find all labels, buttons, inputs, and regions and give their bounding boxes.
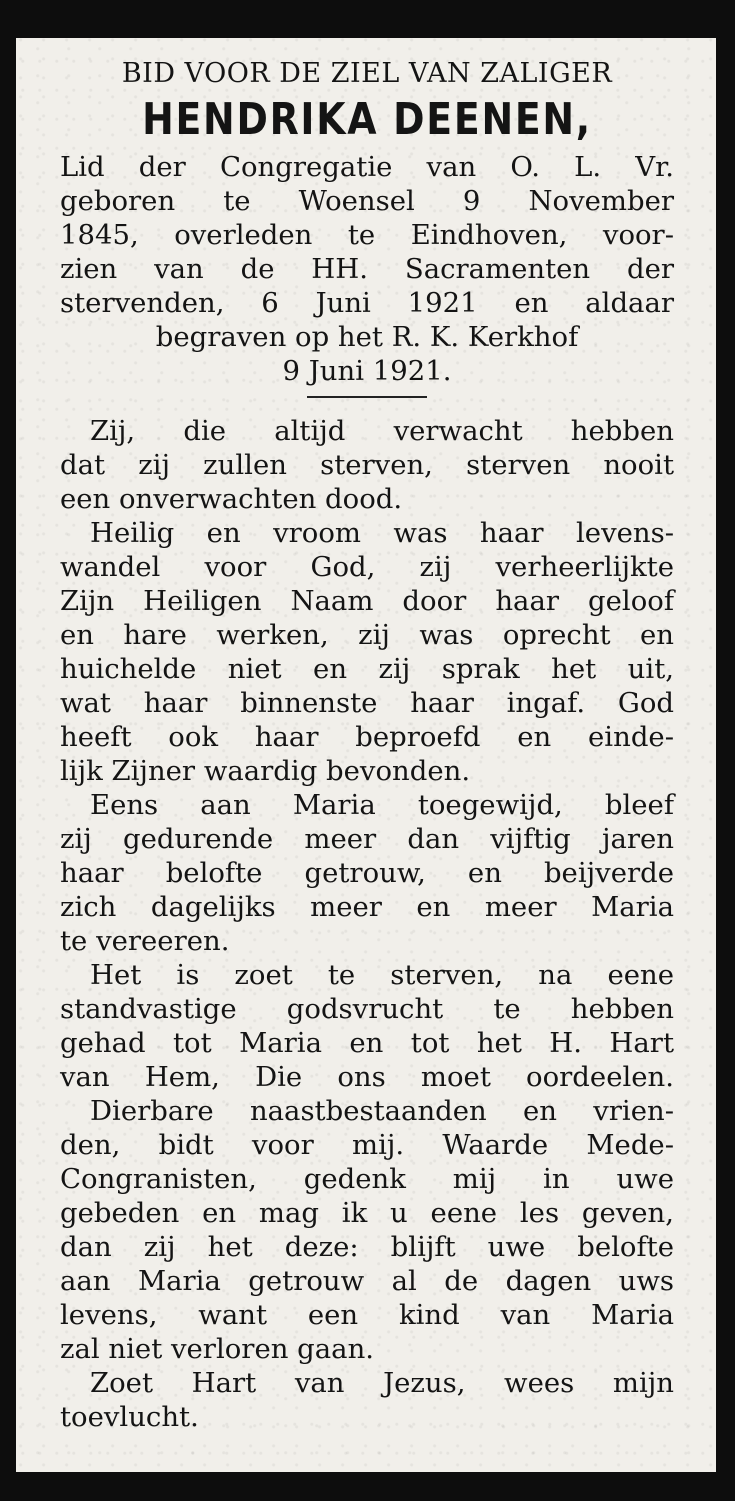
intro-line: begraven op het R. K. Kerkhof [155, 321, 579, 353]
prayer-card [16, 38, 716, 1472]
body-line: Congranisten, gedenk mij in uwe [60, 1163, 674, 1195]
body-line: den, bidt voor mij. Waarde Mede- [60, 1129, 674, 1161]
body-line: Het is zoet te sterven, na eene [90, 959, 674, 991]
body-line: Zij, die altijd verwacht hebben [90, 415, 674, 447]
body-line: te vereeren. [60, 925, 230, 957]
intro-line: 9 Juni 1921. [282, 355, 452, 387]
biography-block [60, 150, 674, 388]
body-line: zich dagelijks meer en meer Maria [60, 891, 674, 923]
intro-line: zien van de HH. Sacramenten der [60, 253, 674, 285]
intro-line: Lid der Congregatie van O. L. Vr. [60, 151, 674, 183]
body-line: wandel voor God, zij verheerlijkte [60, 551, 674, 583]
body-line: van Hem, Die ons moet oordeelen. [60, 1061, 674, 1093]
body-line: heeft ook haar beproefd en einde- [60, 721, 674, 753]
body-line: Zoet Hart van Jezus, wees mijn [90, 1367, 674, 1399]
body-line: zal niet verloren gaan. [60, 1333, 375, 1365]
body-line: Eens aan Maria toegewijd, bleef [90, 789, 674, 821]
intro-line: 1845, overleden te Eindhoven, voor- [60, 219, 674, 251]
intro-line: geboren te Woensel 9 November [60, 185, 674, 217]
body-line: Zijn Heiligen Naam door haar geloof [60, 585, 674, 617]
body-line: standvastige godsvrucht te hebben [60, 993, 674, 1025]
prayer-text-block [60, 414, 674, 1434]
prayer-heading: BID VOOR DE ZIEL VAN ZALIGER [121, 58, 613, 89]
body-line: wat haar binnenste haar ingaf. God [60, 687, 674, 719]
deceased-name: HENDRIKA DEENEN, [142, 94, 592, 145]
body-line: lijk Zijner waardig bevonden. [60, 755, 471, 787]
body-line: aan Maria getrouw al de dagen uws [60, 1265, 674, 1297]
body-line: dan zij het deze: blijft uwe belofte [60, 1231, 674, 1263]
body-line: haar belofte getrouw, en beijverde [60, 857, 674, 889]
body-line: Dierbare naastbestaanden en vrien- [90, 1095, 674, 1127]
body-line: een onverwachten dood. [60, 483, 403, 515]
body-line: zij gedurende meer dan vijftig jaren [60, 823, 674, 855]
body-line: en hare werken, zij was oprecht en [60, 619, 674, 651]
body-line: gebeden en mag ik u eene les geven, [60, 1197, 674, 1229]
body-line: dat zij zullen sterven, sterven nooit [60, 449, 674, 481]
body-line: toevlucht. [60, 1401, 199, 1433]
body-line: huichelde niet en zij sprak het uit, [60, 653, 674, 685]
intro-line: stervenden, 6 Juni 1921 en aldaar [60, 287, 674, 319]
body-line: levens, want een kind van Maria [60, 1299, 674, 1331]
body-line: Heilig en vroom was haar levens- [90, 517, 674, 549]
divider-rule [307, 396, 427, 398]
body-line: gehad tot Maria en tot het H. Hart [60, 1027, 674, 1059]
